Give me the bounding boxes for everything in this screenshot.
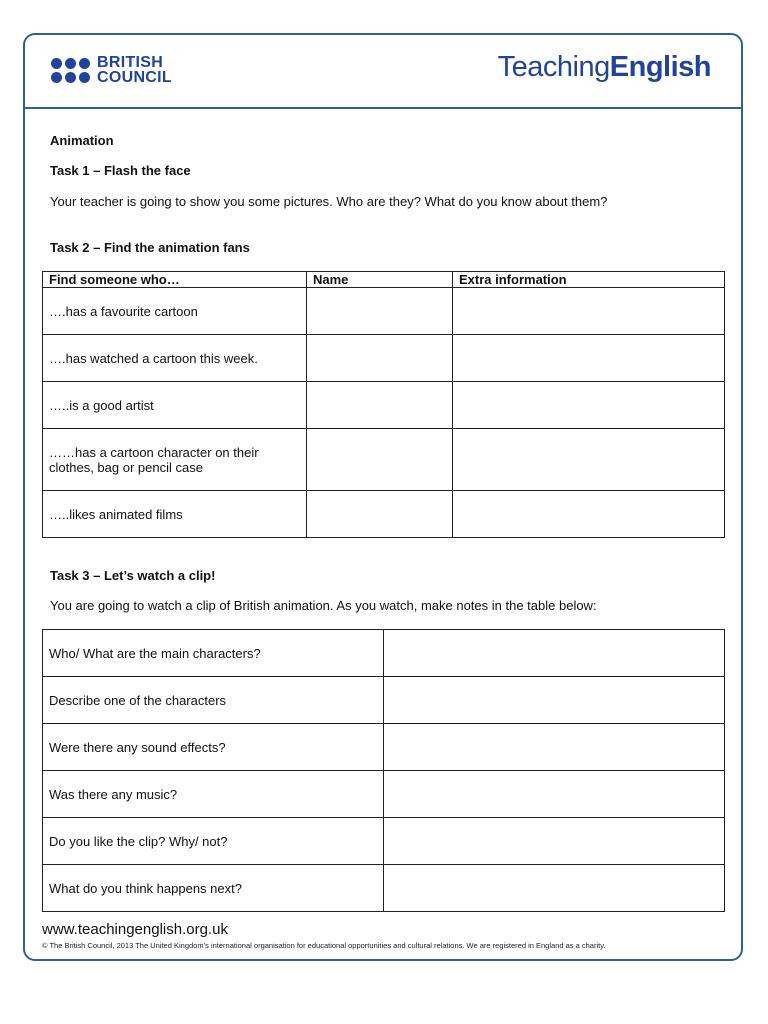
question-cell: Were there any sound effects? — [43, 724, 384, 771]
extra-info-cell[interactable] — [453, 288, 725, 335]
table-row — [43, 382, 725, 429]
task3-text: You are going to watch a clip of British animation. As you watch, make notes in the table below: — [50, 598, 597, 613]
table-row — [43, 724, 725, 771]
column-header: Name — [307, 272, 453, 288]
british-council-dots-icon — [51, 58, 90, 83]
name-cell[interactable] — [307, 288, 453, 335]
header-divider — [25, 107, 741, 109]
prompt-cell: ….has a favourite cartoon — [43, 288, 307, 335]
te-logo-part2: English — [609, 51, 711, 83]
notes-cell[interactable] — [384, 724, 725, 771]
notes-cell[interactable] — [384, 865, 725, 912]
te-logo-part1: Teaching — [497, 51, 610, 83]
prompt-cell: ….has watched a cartoon this week. — [43, 335, 307, 382]
table-row — [43, 630, 725, 677]
notes-cell[interactable] — [384, 818, 725, 865]
question-cell: Describe one of the characters — [43, 677, 384, 724]
table-row — [43, 335, 725, 382]
task3-heading: Task 3 – Let’s watch a clip! — [50, 568, 216, 583]
task2-header-row — [43, 272, 725, 288]
table-row — [43, 491, 725, 538]
prompt-cell: …..likes animated films — [43, 491, 307, 538]
bc-logo-line1: BRITISH — [97, 54, 164, 71]
question-cell: Was there any music? — [43, 771, 384, 818]
table-row — [43, 288, 725, 335]
question-cell: What do you think happens next? — [43, 865, 384, 912]
extra-info-cell[interactable] — [453, 491, 725, 538]
british-council-logo — [51, 55, 172, 85]
footer-url[interactable]: www.teachingenglish.org.uk — [42, 921, 228, 938]
extra-info-cell[interactable] — [453, 382, 725, 429]
task3-table — [42, 629, 725, 912]
prompt-cell: ……has a cartoon character on their clothes, bag or pencil case — [43, 429, 307, 491]
notes-cell[interactable] — [384, 630, 725, 677]
question-cell: Who/ What are the main characters? — [43, 630, 384, 677]
task2-table — [42, 271, 725, 538]
table-row — [43, 771, 725, 818]
footer-copyright: © The British Council, 2013 The United Kingdom’s international organisation for educational opportunities and cultural relations. We are registered in England as a charity. — [42, 941, 606, 950]
name-cell[interactable] — [307, 382, 453, 429]
task2-heading: Task 2 – Find the animation fans — [50, 240, 250, 255]
notes-cell[interactable] — [384, 771, 725, 818]
table-row — [43, 677, 725, 724]
table-row — [43, 429, 725, 491]
extra-info-cell[interactable] — [453, 335, 725, 382]
question-cell: Do you like the clip? Why/ not? — [43, 818, 384, 865]
task1-text: Your teacher is going to show you some pictures. Who are they? What do you know about them? — [50, 194, 608, 209]
name-cell[interactable] — [307, 335, 453, 382]
bc-logo-line2: COUNCIL — [97, 69, 172, 86]
table-row — [43, 818, 725, 865]
task1-heading: Task 1 – Flash the face — [50, 163, 191, 178]
extra-info-cell[interactable] — [453, 429, 725, 491]
worksheet-title: Animation — [50, 133, 114, 148]
teaching-english-logo — [498, 51, 711, 84]
column-header: Extra information — [453, 272, 725, 288]
table-row — [43, 865, 725, 912]
notes-cell[interactable] — [384, 677, 725, 724]
name-cell[interactable] — [307, 491, 453, 538]
column-header: Find someone who… — [43, 272, 307, 288]
name-cell[interactable] — [307, 429, 453, 491]
prompt-cell: …..is a good artist — [43, 382, 307, 429]
